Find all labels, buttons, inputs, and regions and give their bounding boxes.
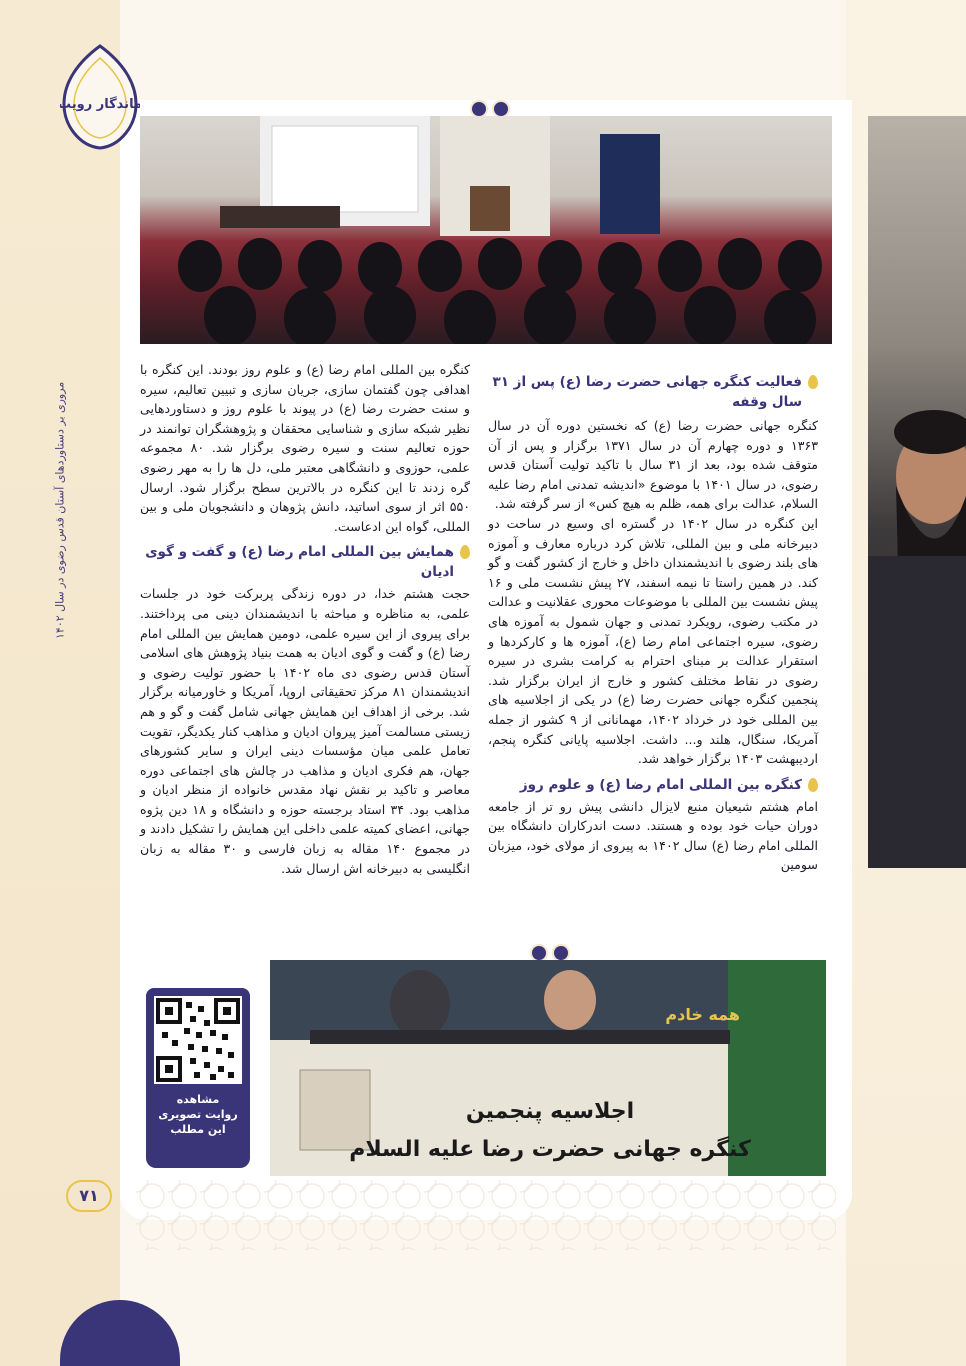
magazine-logo — [60, 42, 140, 152]
paragraph: حجت هشتم خدا، در دوره زندگی پربرکت خود در جلسات علمی، به مناظره و مباحثه با اندیشمندان دینی می پرداختند. برای پیروی از این سیره علمی، دومین همایش بین المللی امام رضا (ع) و گفت و گوی ادیان به همت بنیاد پژوهش های اسلامی آستان قدس رضوی دی ماه ۱۴۰۲ با حضور تولیت رضوی و اندیشمندان ۸۱ مرکز تحقیقاتی اروپا، آمریکا و خاورمیانه برگزار شد. برخی از اهداف این همایش جهانی شامل گفت و گو و هم زیستی مسالمت آمیز پیروان ادیان و مذاهب کنار یکدیگر، تقویت تعامل علمی میان مؤسسات دینی ایران و سایر کشورهای جهان، هم فکری ادیان و مذاهب در چالش های اجتماعی دوره معاصر و تاکید بر نقش نهاد مقدس خانواده از منظر ادیان و مذاهب بود. ۳۴ استاد برجسته حوزه و دانشگاه و ۱۸ دین پژوه جهانی، اعضای کمیته علمی داخلی این همایش را تشکیل دادند و در مجموع ۱۴۰ مقاله به زبان فارسی و ۳۰ مقاله به زبان انگلیسی به دبیرخانه اش ارسال شد. — [140, 586, 471, 876]
qr-label-line: مشاهده — [176, 1093, 220, 1106]
congress-session-photo — [270, 960, 826, 1176]
heading-bullet-icon — [460, 545, 470, 559]
section-heading — [488, 775, 818, 795]
session-illustration — [270, 960, 826, 1176]
logo-emblem-icon — [60, 42, 140, 152]
heading-text: همایش بین المللی امام رضا (ع) و گفت و گوی ادیان — [145, 544, 454, 581]
banner-line-2: کنگره جهانی حضرت رضا علیه السلام — [349, 1137, 751, 1162]
page-number: ۷۱ — [79, 1186, 99, 1205]
paragraph: این کنگره در سال ۱۴۰۲ در گستره ای وسیع در ساحت دو دبیرخانه ملی و بین المللی، تلاش کرد درباره معارف و آموزه های بلند رضوی با اندیشمندان داخل و خارج از کشور گفت و گو کند. در همین راستا تا نیمه اسفند، ۲۷ پیش نشست ملی و ۱۶ پیش نشست بین المللی با موضوعات محوری عقلانیت و عدالت در مکتب رضوی، رویکرد تمدنی و جهان شمول به آموزه های رضوی، سیره اجتماعی امام رضا (ع)، آموزه ها و کارکردها و استقرار عدالت بر مبنای احترام به کرامت بشری در سیره رضوی در نقاط مختلف کشور و خارج از ایران برگزار شد. پنجمین کنگره جهانی حضرت رضا (ع) در یکی از اجلاسیه های بین المللی خود در خرداد ۱۴۰۲، مهمانانی از ۹ کشور از جمله آمریکا، سنگال، هلند و... داشت. اجلاسیه پایانی کنگره پنجم، اردیبهشت ۱۴۰۳ برگزار خواهد شد. — [488, 515, 819, 767]
speaker-portrait-photo — [868, 116, 966, 868]
qr-label-line: روایت تصویری — [158, 1108, 238, 1121]
qr-label — [146, 1092, 250, 1137]
conference-hall-photo — [140, 116, 832, 344]
hall-illustration — [140, 116, 832, 344]
speaker-illustration — [868, 116, 966, 868]
article-body — [140, 360, 470, 536]
section-heading — [140, 542, 470, 582]
qr-code-icon — [154, 996, 242, 1084]
side-banner-text: همه خادم — [665, 1005, 740, 1024]
qr-code[interactable] — [154, 996, 242, 1084]
paragraph: امام هشتم شیعیان منبع لایزال دانشی پیش رو تر از جامعه دوران حیات خود بوده و هستند. دست اندرکاران دانشگاه بین المللی امام رضا (ع) سال ۱۴۰۲ به پیروی از مولای خود، میزبان سومین — [488, 798, 819, 873]
banner-line-1: اجلاسیه پنجمین — [465, 1099, 635, 1124]
logo-text: ماندگار رویت — [60, 97, 140, 112]
heading-text: فعالیت کنگره جهانی حضرت رضا (ع) پس از ۳۱ سال وقفه — [492, 374, 802, 410]
heading-bullet-icon — [808, 778, 818, 792]
left-column — [140, 360, 470, 878]
right-column — [488, 372, 818, 875]
bottom-geometric-pattern — [136, 1180, 836, 1250]
article-body — [488, 797, 818, 875]
paragraph: کنگره بین المللی امام رضا (ع) و علوم روز بودند. این کنگره با اهدافی چون گفتمان سازی، جریان سازی و تبیین تعالیم، سیره و سنت حضرت رضا (ع) در پیوند با علوم روز و دستاوردهایی نظیر شبکه سازی و شناسایی محققان و پژوهشگران توانمند در حوزه تعالیم سنت و سیره رضوی برگزار شد. ۸۰ مجموعه علمی، حوزوی و دانشگاهی معتبر ملی، دل ها را به مهر رضوی گره زدند تا این کنگره در بالاترین سطح برگزار شود. ارسال ۵۵۰ اثر از سوی اساتید، دانش پژوهان و دانشجویان ملی و بین المللی، گواه این ادعاست. — [140, 362, 471, 534]
paragraph: کنگره جهانی حضرت رضا (ع) که نخستین دوره آن در سال ۱۳۶۳ و دوره چهارم آن در سال ۱۳۷۱ برگزار و پس از آن متوقف شده بود، بعد از ۳۱ سال با تاکید تولیت آستان قدس رضوی، در سال ۱۴۰۱ با موضوع «اندیشه تمدنی امام رضا علیه السلام، عدالت برای همه، ظلم به هیچ کس» از سر گرفته شد. — [488, 418, 818, 512]
heading-bullet-icon — [808, 375, 818, 389]
heading-text: کنگره بین المللی امام رضا (ع) و علوم روز — [519, 776, 802, 793]
section-heading — [488, 372, 818, 412]
article-body — [140, 584, 470, 878]
vertical-caption: مروری بر دستاوردهای آستان قدس رضوی در سال ۱۴۰۲ — [53, 381, 67, 639]
qr-label-line: این مطلب — [170, 1123, 226, 1136]
article-body — [488, 416, 818, 769]
